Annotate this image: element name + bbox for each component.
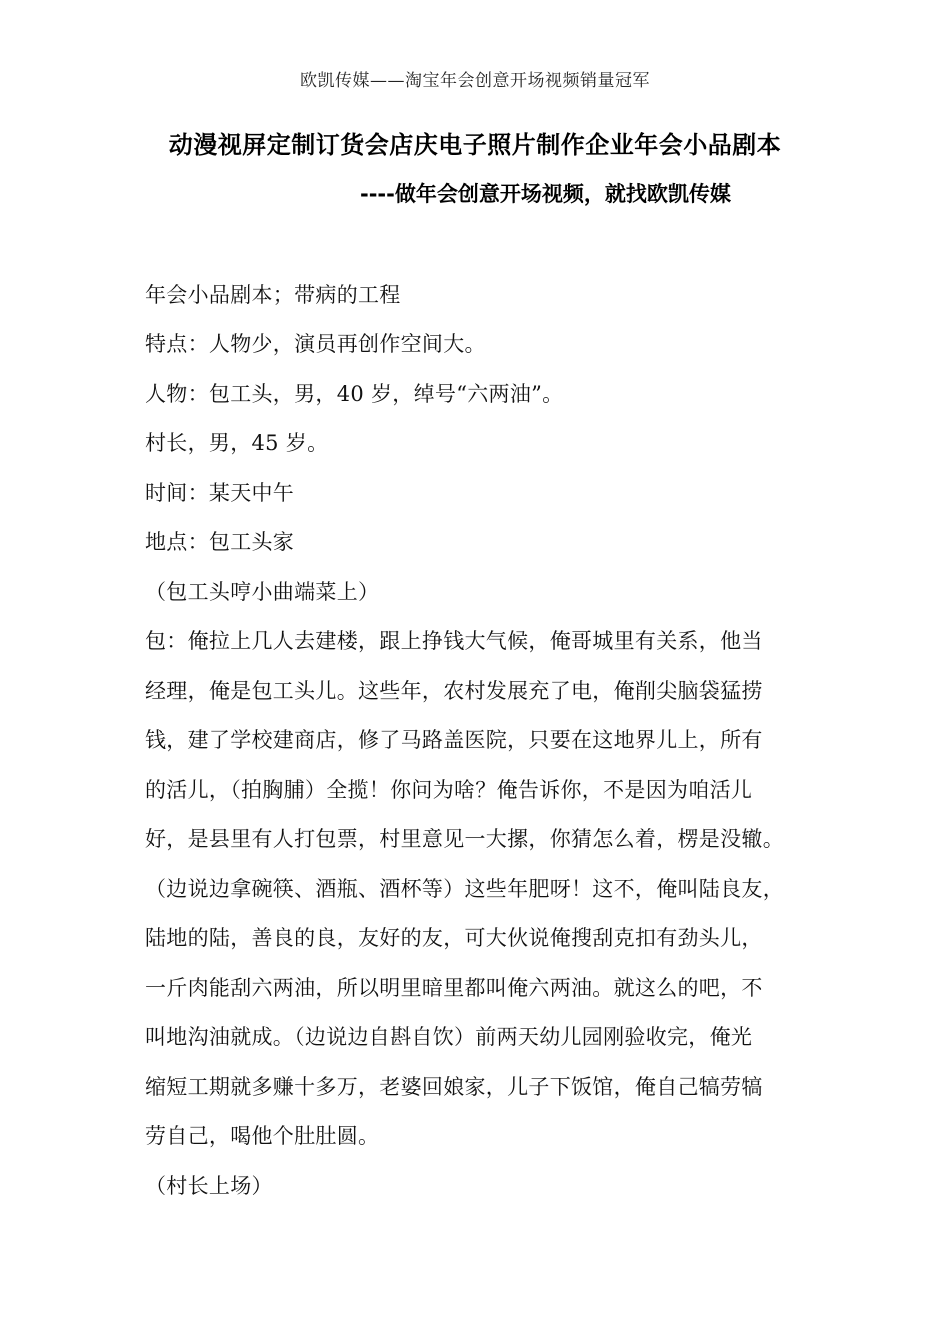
document-title: 动漫视屏定制订货会店庆电子照片制作企业年会小品剧本: [168, 131, 782, 159]
body-line: 包：俺拉上几人去建楼，跟上挣钱大气候，俺哥城里有关系，他当: [145, 629, 763, 653]
stage-direction: （村长上场）: [145, 1174, 273, 1198]
body-line: 钱，建了学校建商店，修了马路盖医院，只要在这地界儿上，所有: [145, 728, 763, 752]
body-line: 叫地沟油就成。（边说边自斟自饮）前两天幼儿园刚验收完，俺光: [145, 1025, 753, 1049]
stage-direction: （包工头哼小曲端菜上）: [145, 580, 380, 604]
body-line: 经理，俺是包工头儿。这些年，农村发展充了电，俺削尖脑袋猛捞: [145, 679, 763, 703]
body-line: 人物：包工头，男，40 岁，绰号“六两油”。: [145, 382, 564, 406]
body-line: 陆地的陆，善良的良，友好的友，可大伙说俺搜刮克扣有劲头儿，: [145, 926, 763, 950]
body-line: 好，是县里有人打包票，村里意见一大摞，你猜怎么着，楞是没辙。: [145, 827, 784, 851]
body-line: 特点：人物少，演员再创作空间大。: [145, 332, 486, 356]
page-header: 欧凯传媒——淘宝年会创意开场视频销量冠军: [300, 71, 650, 91]
document-subtitle: ----做年会创意开场视频，就找欧凯传媒: [360, 182, 731, 206]
body-line: 时间：某天中午: [145, 481, 295, 505]
body-line: 年会小品剧本；带病的工程: [145, 283, 401, 307]
body-line: 村长，男，45 岁。: [145, 431, 329, 455]
body-line: 一斤肉能刮六两油，所以明里暗里都叫俺六两油。就这么的吧，不: [145, 976, 763, 1000]
body-line: 缩短工期就多赚十多万，老婆回娘家，儿子下饭馆，俺自己犒劳犒: [145, 1075, 763, 1099]
body-line: 的活儿，（拍胸脯）全揽！你问为啥？俺告诉你，不是因为咱活儿: [145, 778, 753, 802]
body-line: 劳自己，喝他个肚肚圆。: [145, 1124, 380, 1148]
body-line: （边说边拿碗筷、酒瓶、酒杯等）这些年肥呀！这不，俺叫陆良友，: [145, 877, 784, 901]
body-line: 地点：包工头家: [145, 530, 295, 554]
